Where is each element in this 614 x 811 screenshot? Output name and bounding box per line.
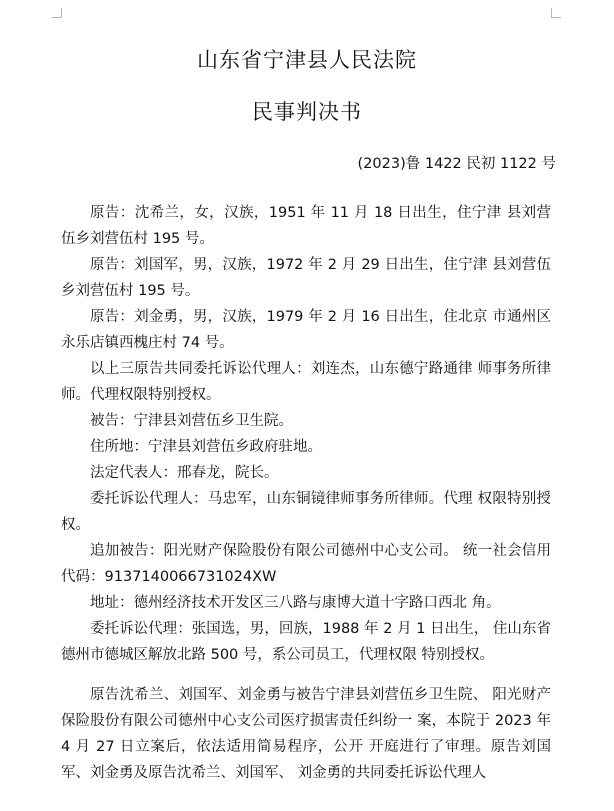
party-defendant-agent: 委托诉讼代理人：马忠军，山东铜镜律师事务所律师。代理 权限特别授权。: [61, 491, 551, 533]
party-plaintiff-2: 原告：刘国军，男，汉族，1972 年 2 月 29 日出生，住宁津 县刘营伍乡刘营伍村 195 号。: [61, 257, 551, 299]
court-name: 山东省宁津县人民法院: [197, 48, 417, 72]
party-added-defendant-address: 地址：德州经济技术开发区三八路与康博大道十字路口西北 角。: [90, 595, 501, 611]
party-defendant: 被告：宁津县刘营伍乡卫生院。: [90, 413, 293, 429]
party-plaintiffs-agent: 以上三原告共同委托诉讼代理人：刘连杰，山东德宁路通律 师事务所律师。代理权限特别授权。: [61, 361, 551, 403]
party-added-defendant: 追加被告：阳光财产保险股份有限公司德州中心支公司。 统一社会信用代码：9137140066731024XW: [61, 543, 551, 585]
party-added-defendant-agent: 委托诉讼代理：张国选，男，回族，1988 年 2 月 1 日出生， 住山东省德州市德城区解放北路 500 号，系公司员工，代理权限 特别授权。: [61, 621, 551, 663]
party-plaintiff-1: 原告：沈希兰，女，汉族，1951 年 11 月 18 日出生，住宁津 县刘营伍乡刘营伍村 195 号。: [61, 205, 551, 247]
case-number: (2023)鲁 1422 民初 1122 号: [357, 156, 556, 172]
case-narrative: 原告沈希兰、刘国军、刘金勇与被告宁津县刘营伍乡卫生院、 阳光财产保险股份有限公司德州中心支公司医疗损害责任纠纷一 案，本院于 2023 年 4 月 27 日立案后，依法适用简易程序，公开 开庭进行了审理。原告刘国军、刘金勇及原告沈希兰、刘国军、 刘金勇的共同委托诉讼代理人: [61, 687, 551, 781]
page-corner-mark-right: [551, 8, 561, 18]
document-body: [61, 200, 551, 786]
party-legal-representative: 法定代表人：邢春龙，院长。: [90, 465, 279, 481]
page-corner-mark-left: [52, 8, 62, 18]
document-title: 民事判决书: [252, 100, 362, 124]
party-defendant-address: 住所地：宁津县刘营伍乡政府驻地。: [90, 439, 322, 455]
party-plaintiff-3: 原告：刘金勇，男，汉族，1979 年 2 月 16 日出生，住北京 市通州区永乐店镇西槐庄村 74 号。: [61, 309, 551, 351]
